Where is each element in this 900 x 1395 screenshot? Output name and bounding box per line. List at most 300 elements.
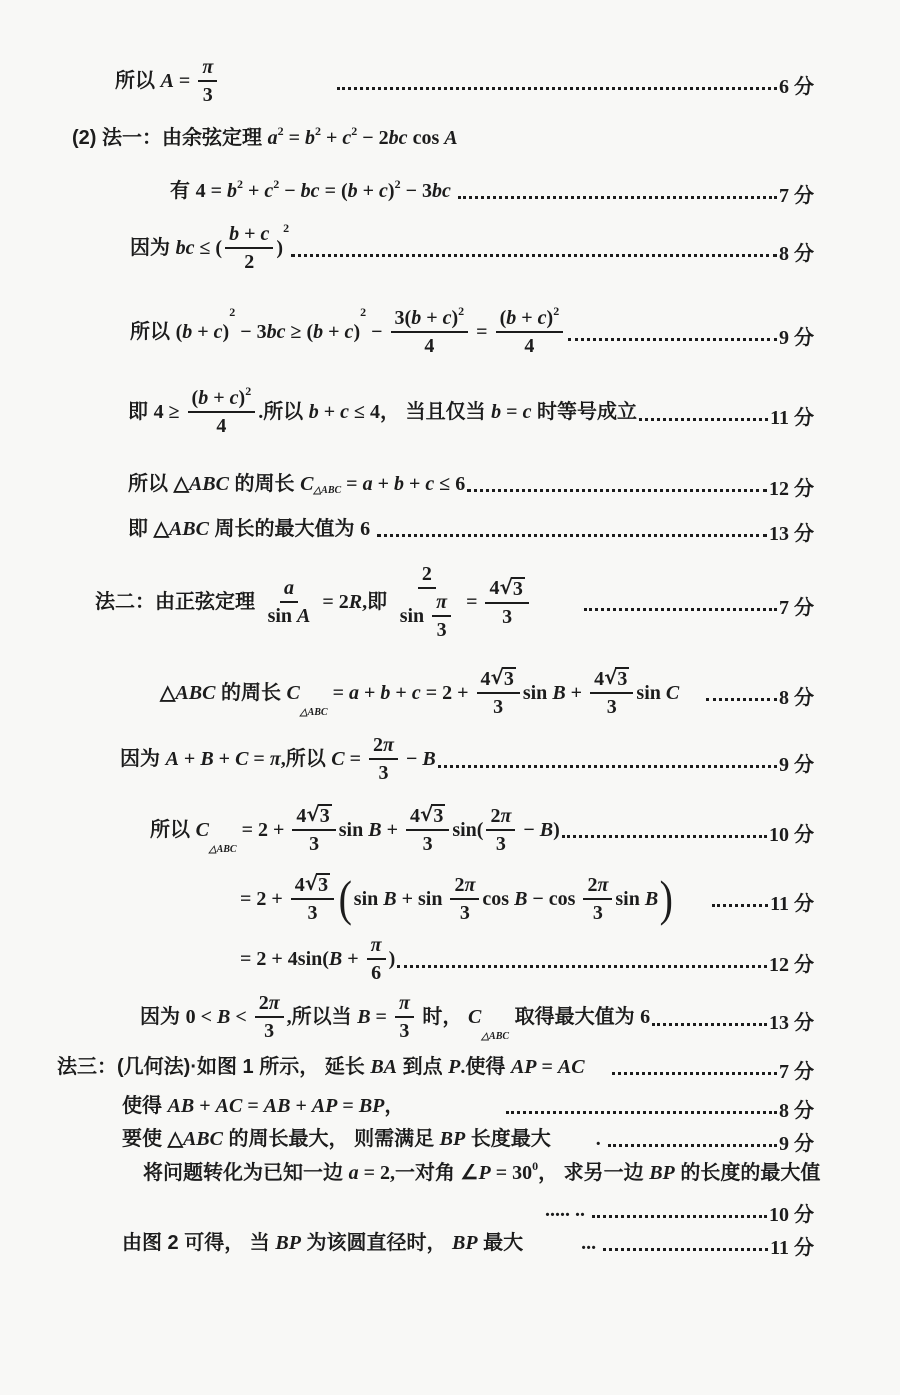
step-method2-sine-rule-7 (0, 563, 814, 641)
numerator (391, 304, 469, 333)
math-roman-run: 4 (480, 667, 491, 690)
math-roman-run: . (460, 1055, 466, 1078)
math-variable: C (195, 818, 209, 841)
superscript: 2 (314, 124, 321, 138)
step-13-max-value (0, 514, 814, 543)
text-run: 有 (170, 179, 196, 202)
math-variable: c (342, 127, 352, 149)
math-variable: C (235, 748, 249, 770)
math-roman-run: . (595, 1127, 606, 1150)
math-variable: b (506, 307, 517, 329)
score-label: 10 分 (769, 1204, 814, 1226)
numerator (450, 874, 479, 900)
math-roman-run: + (208, 387, 230, 409)
denominator (240, 249, 258, 273)
text-run: 的周长 (228, 472, 301, 495)
math-roman-run: − 2 (357, 127, 389, 149)
math-variable: c (229, 387, 239, 409)
numerator (590, 667, 633, 694)
math-roman-run: ∠ (460, 1162, 479, 1184)
step-method3-score-10 (0, 1195, 814, 1224)
math-roman-run: △ (160, 681, 176, 704)
numerator (583, 874, 612, 900)
denominator (212, 413, 230, 437)
math-variable: C (331, 748, 345, 770)
math-roman-run: 3 (202, 84, 213, 106)
denominator (264, 603, 315, 627)
denominator (489, 694, 507, 718)
math-variable: B (216, 1006, 231, 1028)
math-variable: C (468, 1006, 482, 1028)
math-roman-run: ( (175, 321, 183, 343)
math-variable: b (393, 472, 404, 495)
math-variable: b (491, 401, 502, 423)
math-variable: B (552, 681, 566, 704)
math-variable: bc (388, 127, 408, 149)
math-variable: a (267, 127, 278, 149)
numerator (291, 873, 334, 900)
numerator (225, 223, 273, 249)
line-content (240, 870, 710, 926)
math-variable: b (198, 387, 209, 409)
math-roman-run: + (178, 748, 201, 770)
math-roman-run: ) (388, 948, 396, 970)
radical-sign-icon: √ (499, 574, 513, 599)
math-variable: a (348, 1162, 359, 1184)
fraction (264, 577, 315, 627)
superscript: 2 (273, 176, 280, 191)
math-variable: c (522, 401, 532, 423)
math-roman-run: 3 (309, 833, 320, 855)
denominator (395, 1018, 413, 1042)
superscript: 2 (394, 176, 401, 191)
math-roman-run: + (359, 681, 381, 704)
math-roman-run: 3 (459, 901, 470, 924)
math-roman-run: = (370, 1006, 392, 1028)
fraction (225, 223, 273, 273)
score-label: 7 分 (779, 596, 814, 619)
numerator (395, 992, 414, 1018)
dotted-leader (337, 87, 777, 90)
square-root (491, 667, 516, 690)
math-roman-run: 3 (502, 605, 513, 628)
math-roman-run: ) (238, 387, 246, 409)
math-roman-run: 0 < (185, 1006, 217, 1028)
line-content (130, 223, 289, 273)
line-content (72, 126, 458, 150)
math-variable: B (539, 818, 554, 841)
subscript: △ABC (313, 484, 342, 496)
math-roman-run: = 2 + (240, 887, 288, 910)
fraction (188, 384, 256, 437)
score-label: 7 分 (779, 1061, 814, 1083)
numerator (198, 56, 217, 82)
denominator (456, 900, 474, 924)
dotted-leader (592, 1215, 767, 1218)
superscript: 2 (360, 305, 367, 319)
fraction (395, 992, 414, 1042)
math-variable: π (383, 734, 394, 756)
math-roman-run: 4 (294, 873, 305, 896)
math-variable: ABC (188, 472, 229, 495)
score-label: 9 分 (779, 1133, 814, 1155)
math-roman-run: − (400, 748, 423, 770)
math-roman-run: ≤ ( (194, 237, 223, 259)
math-roman-run: 6 (371, 962, 382, 984)
math-variable: c (425, 472, 435, 495)
math-variable: c (537, 307, 547, 329)
fraction (590, 667, 633, 718)
square-root (604, 667, 629, 690)
text-run: ， 当且仅当 (380, 401, 492, 423)
line-content (120, 734, 436, 784)
math-roman-run: △ (167, 1127, 183, 1150)
superscript: 2 (245, 384, 252, 398)
radical-sign-icon: √ (419, 802, 434, 826)
math-variable: A (444, 127, 458, 149)
math-roman-run: + (403, 472, 426, 495)
math-roman-run: ≤ 6 (434, 472, 466, 495)
step-7-expand (0, 176, 814, 205)
text-run: 即 (128, 517, 154, 540)
math-roman-run: sin (338, 818, 369, 841)
math-roman-run: 3 (592, 901, 603, 924)
line-content (128, 384, 638, 437)
subscript: △ABC (299, 707, 328, 718)
fraction (369, 734, 398, 784)
math-variable: bc (175, 237, 195, 259)
denominator (589, 900, 607, 924)
math-roman-run: + (565, 681, 588, 704)
denominator (303, 900, 321, 924)
score-label: 13 分 (769, 1011, 814, 1034)
math-variable: bc (266, 321, 286, 343)
numerator (280, 577, 298, 603)
text-run: 最大 (477, 1231, 524, 1254)
fraction (391, 304, 469, 357)
dotted-leader (603, 1248, 768, 1251)
math-roman-run: ..... .. (545, 1198, 590, 1221)
step-method3-extend-7 (0, 1052, 814, 1081)
math-roman-run: = (327, 681, 349, 704)
math-variable: BA (370, 1055, 398, 1078)
score-label: 6 分 (779, 75, 814, 98)
math-roman-run: 2 (587, 873, 598, 896)
line-content (57, 1055, 610, 1079)
math-variable: b (308, 401, 319, 423)
text-run: 所以 (130, 321, 176, 343)
score-label: 8 分 (779, 687, 814, 709)
text-run: 所以 (285, 748, 332, 770)
line-content (160, 667, 704, 718)
fraction (292, 804, 335, 855)
math-roman-run: = (248, 748, 270, 770)
math-roman-run: sin (267, 605, 298, 627)
denominator (498, 604, 516, 628)
math-variable: c (344, 321, 354, 343)
dotted-leader (467, 489, 767, 492)
math-roman-run: = (337, 1094, 359, 1117)
text-run: 时等号成立 (531, 401, 638, 423)
step-9-inequality (0, 304, 814, 357)
math-variable: A (297, 605, 311, 627)
dotted-leader (652, 1023, 767, 1026)
math-roman-run: 2 (490, 804, 501, 827)
math-roman-run: sin (522, 681, 553, 704)
score-label: 12 分 (769, 953, 814, 976)
math-variable: BP (275, 1231, 301, 1254)
math-variable: b (182, 321, 193, 343)
math-variable: π (464, 873, 476, 896)
score-label: 9 分 (779, 753, 814, 776)
score-label: 9 分 (779, 326, 814, 349)
denominator (420, 333, 438, 357)
fraction (396, 563, 458, 641)
math-roman-run: + (390, 681, 412, 704)
math-roman-run: cos (407, 127, 445, 149)
math-roman-run: 2 (244, 251, 255, 273)
superscript: 2 (283, 221, 290, 235)
fraction (255, 992, 284, 1042)
math-roman-run: + sin (396, 887, 448, 910)
line-content (115, 56, 335, 106)
step-method3-transform (0, 1159, 821, 1185)
math-roman-run: ) (387, 179, 395, 202)
numerator (367, 934, 386, 960)
dotted-leader (397, 965, 767, 968)
text-run: 到点 (397, 1055, 449, 1078)
dotted-leader (612, 1072, 777, 1075)
math-variable: C (300, 472, 314, 495)
step-12-perimeter (0, 469, 814, 498)
math-roman-run: = (461, 591, 483, 613)
line-content (130, 304, 566, 357)
text-run: 因为 (120, 748, 166, 770)
math-variable: R (348, 591, 363, 613)
math-roman-run: 3 (378, 762, 389, 784)
math-roman-run: ) (276, 237, 284, 259)
math-roman-run: sin (399, 605, 430, 627)
numerator (486, 805, 515, 831)
fraction (367, 934, 386, 984)
math-roman-run: + (318, 401, 341, 423)
math-roman-run: 4 (524, 335, 535, 357)
dotted-leader (608, 1144, 777, 1147)
radicand: 3 (617, 668, 628, 690)
math-roman-run: 4 (296, 804, 307, 827)
math-roman-run: ≥ ( (285, 321, 314, 343)
math-roman-run: sin (636, 681, 666, 704)
square-root (499, 574, 524, 600)
math-variable: A (165, 748, 179, 770)
math-roman-run: , (286, 1006, 292, 1028)
radical-sign-icon: √ (604, 665, 618, 689)
line-content (170, 176, 456, 203)
text-run: 使得 (122, 1094, 168, 1117)
math-roman-run: 3 (493, 696, 504, 718)
math-roman-run: = 2 + 4sin( (240, 948, 329, 970)
fraction (477, 667, 520, 718)
math-roman-run: − (279, 179, 301, 202)
math-roman-run: = (242, 1094, 264, 1117)
math-variable: c (411, 681, 421, 704)
text-run: 所以 (263, 401, 309, 423)
dotted-leader (568, 338, 777, 341)
step-method2-angle-sum-9 (0, 734, 814, 784)
fraction (485, 574, 528, 628)
line-content (128, 517, 375, 541)
math-roman-run: + (192, 321, 214, 343)
math-roman-run: 3 (606, 696, 617, 718)
radicand: 3 (318, 874, 329, 896)
dotted-leader (458, 196, 777, 199)
math-variable: c (379, 179, 388, 202)
math-roman-run: sin (353, 887, 384, 910)
text-run: 所以 (115, 70, 161, 92)
step-method2-expand-11 (0, 870, 814, 926)
math-roman-run: ) (353, 321, 361, 343)
big-paren: ( (338, 870, 353, 926)
superscript: 2 (458, 304, 465, 318)
math-roman-run: − cos (527, 887, 581, 910)
math-roman-run: ) (546, 307, 554, 329)
math-roman-run: + (357, 179, 380, 202)
math-roman-run: , (362, 591, 368, 613)
math-roman-run: + (290, 1094, 312, 1117)
math-roman-run: = 30 (490, 1162, 533, 1184)
step-conclusion-A (0, 56, 814, 106)
fraction (496, 304, 564, 357)
text-run: 的长度的最大值 (674, 1162, 821, 1184)
text-run: 周长的最大值为 (208, 517, 361, 540)
step-method2-substitute-10 (0, 804, 814, 855)
square-root (305, 873, 330, 896)
solution-lines (0, 56, 821, 1259)
math-variable: BP (439, 1127, 466, 1150)
math-variable: AB (263, 1094, 291, 1117)
step-method3-sum-8 (0, 1091, 814, 1120)
denominator (419, 831, 437, 855)
dotted-leader (377, 534, 767, 537)
dotted-leader (506, 1111, 777, 1114)
step-8-am-gm (0, 223, 814, 273)
dotted-leader (639, 418, 768, 421)
score-label: 11 分 (770, 406, 814, 429)
score-label: 11 分 (770, 1237, 814, 1259)
fraction (583, 874, 612, 924)
score-label: 11 分 (770, 893, 814, 915)
numerator (432, 591, 451, 617)
dotted-leader (562, 835, 767, 838)
math-variable: π (500, 804, 512, 827)
math-roman-run: = (341, 472, 363, 495)
math-roman-run: = 2 + (236, 818, 290, 841)
math-roman-run: cos (482, 887, 515, 910)
math-roman-run: ( (191, 387, 199, 409)
text-run: 为该圆直径时， (300, 1231, 453, 1254)
math-variable: π (370, 934, 382, 956)
text-run: (2) 法一：由余弦定理 (72, 127, 268, 149)
math-variable: ABC (182, 1127, 223, 1150)
numerator (255, 992, 284, 1018)
math-roman-run (451, 179, 456, 203)
math-variable: B (357, 1006, 371, 1028)
radicand: 3 (319, 805, 330, 827)
math-variable: B (644, 887, 659, 910)
dotted-leader (291, 254, 777, 257)
math-variable: C (665, 681, 680, 704)
math-variable: B (328, 948, 343, 970)
math-variable: ABC (168, 517, 209, 540)
math-roman-run: + (239, 223, 261, 245)
line-content (122, 1127, 606, 1151)
denominator (305, 831, 323, 855)
math-variable: bc (432, 179, 451, 202)
math-roman-run: = 2 (317, 591, 349, 613)
math-roman-run: . (258, 401, 264, 423)
math-variable: a (362, 472, 373, 495)
score-label: 13 分 (769, 523, 814, 545)
math-roman-run: + (323, 321, 345, 343)
math-variable: π (269, 748, 281, 770)
text-run: 所以当 (291, 1006, 358, 1028)
score-label: 8 分 (779, 242, 814, 265)
line-content (143, 1161, 820, 1185)
text-run: 因为 (140, 1006, 186, 1028)
math-roman-run: 4 (216, 415, 227, 437)
math-roman-run: < (230, 1006, 252, 1028)
radical-sign-icon: √ (490, 665, 504, 689)
superscript: 2 (553, 304, 560, 318)
text-run: 即 (367, 591, 393, 613)
text-run: 即 (128, 401, 154, 423)
math-variable: P (448, 1055, 461, 1078)
subscript: △ABC (481, 1031, 510, 1042)
math-variable: AP (311, 1094, 338, 1117)
superscript: 2 (351, 124, 358, 138)
numerator (188, 384, 256, 413)
math-roman-run: ， (384, 1094, 405, 1117)
score-label: 7 分 (779, 185, 814, 207)
text-run: 所以 (150, 818, 196, 841)
math-variable: b (347, 179, 358, 202)
math-roman-run: + (516, 307, 538, 329)
math-variable: B (514, 887, 528, 910)
fraction (291, 873, 334, 924)
math-variable: B (200, 748, 214, 770)
math-variable: a (349, 681, 359, 704)
math-roman-run: 3 (436, 619, 447, 641)
math-roman-run: + (372, 472, 394, 495)
math-roman-run: + (242, 179, 265, 202)
math-roman-run: 6 (640, 1006, 651, 1028)
dotted-leader (584, 608, 777, 611)
math-variable: bc (300, 179, 320, 202)
math-roman-run: sin (615, 887, 645, 910)
radicand: 3 (503, 668, 514, 690)
denominator (520, 333, 538, 357)
line-content (128, 472, 465, 496)
text-run: ， 求另一边 (538, 1162, 650, 1184)
math-roman-run: − 3 (235, 321, 267, 343)
math-variable: b (304, 127, 315, 149)
math-variable: ABC (175, 681, 216, 704)
text-run: 的周长最大， 则需满足 (222, 1127, 440, 1150)
text-run: 一对角 (394, 1162, 461, 1184)
text-run: 法三：(几何法)·如图 1 所示， 延长 (57, 1055, 371, 1078)
math-variable: π (398, 992, 410, 1014)
math-variable: b (229, 223, 240, 245)
